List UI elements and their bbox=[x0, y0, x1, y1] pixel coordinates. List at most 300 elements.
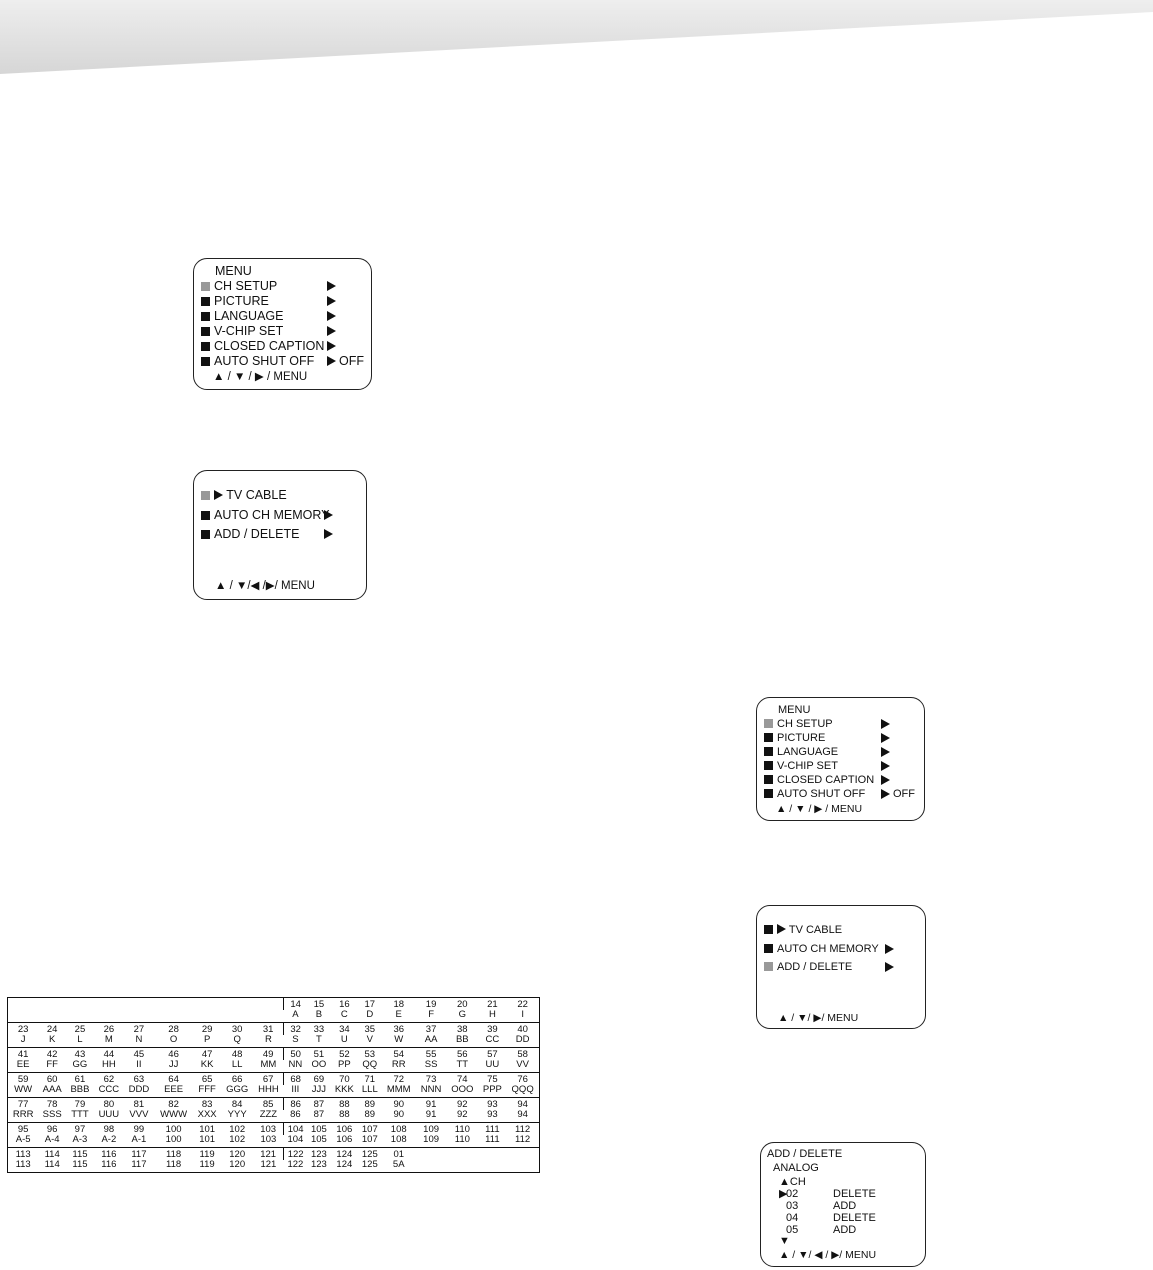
ch-setup-controls: ▲ / ▼/ ▶/ MENU bbox=[778, 1012, 859, 1024]
menu-controls: ▲ / ▼ / ▶ / MENU bbox=[776, 803, 863, 815]
channel-number: 87 bbox=[307, 1098, 330, 1111]
channel-number: 16 bbox=[330, 998, 358, 1011]
cable-channel: LL bbox=[231, 1059, 243, 1070]
cable-channel: U bbox=[340, 1034, 348, 1045]
channel-number: 76 bbox=[506, 1073, 539, 1086]
channel-number: 52 bbox=[330, 1048, 358, 1061]
channel-number: 25 bbox=[66, 1023, 94, 1036]
cable-channel: O bbox=[169, 1034, 178, 1045]
cable-channel: 110 bbox=[454, 1134, 470, 1145]
cable-channel: MM bbox=[260, 1059, 277, 1070]
cable-channel: 87 bbox=[313, 1109, 325, 1120]
channel-number: 74 bbox=[446, 1073, 478, 1086]
arrow-right-icon bbox=[881, 789, 890, 799]
cable-channel: 123 bbox=[310, 1159, 327, 1170]
cable-channel: 113 bbox=[15, 1159, 31, 1170]
channel-number: 122 bbox=[283, 1148, 307, 1161]
ch-up-label: ▲CH bbox=[779, 1176, 806, 1188]
cable-channel: 125 bbox=[361, 1159, 378, 1170]
cable-channel bbox=[221, 1010, 253, 1023]
channel-number: 96 bbox=[38, 1123, 66, 1136]
channel-number: 61 bbox=[66, 1073, 94, 1086]
auto-shut-off-value: OFF bbox=[893, 788, 915, 800]
channel-number: 116 bbox=[94, 1148, 124, 1161]
cable-channel bbox=[193, 1010, 221, 1023]
add-delete-row: 04 bbox=[786, 1212, 799, 1224]
channel-number: 82 bbox=[154, 1098, 193, 1111]
cable-channel bbox=[416, 1160, 446, 1173]
channel-number: 68 bbox=[283, 1073, 307, 1086]
cable-channel: 86 bbox=[290, 1109, 301, 1120]
channel-number: 86 bbox=[283, 1098, 307, 1111]
channel-number: 01 bbox=[381, 1148, 416, 1161]
cable-channel: V bbox=[366, 1034, 373, 1045]
cable-channel: P bbox=[203, 1034, 211, 1045]
cable-channel: KKK bbox=[334, 1084, 354, 1095]
ch-setup-screen bbox=[193, 470, 367, 600]
channel-number: 110 bbox=[446, 1123, 478, 1136]
menu-item-language: LANGUAGE bbox=[201, 309, 283, 324]
channel-number: 30 bbox=[221, 1023, 253, 1036]
cable-channel: F bbox=[428, 1009, 434, 1020]
cable-channel: 114 bbox=[44, 1159, 60, 1170]
channel-number: 18 bbox=[381, 998, 416, 1011]
cable-channel bbox=[253, 1010, 283, 1023]
cable-channel: TTT bbox=[71, 1109, 89, 1120]
channel-number: 58 bbox=[506, 1048, 539, 1061]
channel-number: 33 bbox=[307, 1023, 330, 1036]
cable-channel bbox=[38, 1010, 66, 1023]
cable-channel: BBB bbox=[70, 1084, 90, 1095]
cable-channel: YYY bbox=[227, 1109, 247, 1120]
cable-channel: UU bbox=[485, 1059, 500, 1070]
channel-number: 120 bbox=[221, 1148, 253, 1161]
menu-item-picture: PICTURE bbox=[201, 294, 269, 309]
cable-channel: Q bbox=[233, 1034, 241, 1045]
channel-number: 41 bbox=[8, 1048, 39, 1061]
ch-setup-controls: ▲ / ▼/◀ /▶/ MENU bbox=[215, 580, 315, 592]
add-delete-row: ADD / DELETE bbox=[201, 527, 299, 542]
channel-number: 31 bbox=[253, 1023, 283, 1036]
menu-item-vchip: V-CHIP SET bbox=[201, 324, 283, 339]
cable-channel: LLL bbox=[361, 1084, 378, 1095]
menu-controls: ▲ / ▼ / ▶ / MENU bbox=[213, 371, 308, 383]
channel-number: 104 bbox=[283, 1123, 307, 1136]
menu-item-language: LANGUAGE bbox=[764, 745, 838, 759]
cable-channel: 91 bbox=[425, 1109, 437, 1120]
cable-channel: N bbox=[135, 1034, 143, 1045]
cable-channel: VV bbox=[516, 1059, 529, 1070]
cable-channel: 100 bbox=[165, 1134, 182, 1145]
channel-number: 60 bbox=[38, 1073, 66, 1086]
channel-number bbox=[94, 998, 124, 1011]
channel-number bbox=[38, 998, 66, 1011]
arrow-right-icon bbox=[881, 761, 890, 771]
cable-channel: R bbox=[264, 1034, 272, 1045]
channel-number: 108 bbox=[381, 1123, 416, 1136]
channel-number: 102 bbox=[221, 1123, 253, 1136]
channel-number: 34 bbox=[330, 1023, 358, 1036]
cable-channel: VVV bbox=[129, 1109, 149, 1120]
channel-number: 64 bbox=[154, 1073, 193, 1086]
cable-channel bbox=[154, 1010, 193, 1023]
cable-channel: W bbox=[394, 1034, 404, 1045]
cable-channel bbox=[66, 1010, 94, 1023]
add-delete-row: ADD / DELETE bbox=[764, 960, 852, 974]
cable-channel: 109 bbox=[423, 1134, 440, 1145]
table-row bbox=[8, 1010, 540, 1023]
cable-channel: 106 bbox=[336, 1134, 353, 1145]
channel-number: 63 bbox=[124, 1073, 154, 1086]
cable-channel: 118 bbox=[166, 1159, 182, 1170]
channel-number: 56 bbox=[446, 1048, 478, 1061]
cable-channel: A-5 bbox=[15, 1134, 31, 1145]
channel-number: 14 bbox=[283, 998, 307, 1011]
channel-number: 103 bbox=[253, 1123, 283, 1136]
table-row bbox=[8, 1060, 540, 1073]
channel-number: 84 bbox=[221, 1098, 253, 1111]
channel-number: 38 bbox=[446, 1023, 478, 1036]
menu-item-auto-shut-off: AUTO SHUT OFF bbox=[201, 354, 314, 369]
arrow-right-icon bbox=[327, 326, 336, 336]
cable-channel: OO bbox=[311, 1059, 327, 1070]
channel-number: 121 bbox=[253, 1148, 283, 1161]
cable-channel: RRR bbox=[12, 1109, 34, 1120]
source-row: TV CABLE bbox=[201, 488, 287, 503]
add-delete-row: 03 bbox=[786, 1200, 799, 1212]
cable-channel: TT bbox=[456, 1059, 469, 1070]
table-row bbox=[8, 1110, 540, 1123]
ch-down-icon: ▼ bbox=[779, 1235, 790, 1247]
cable-channel: WWW bbox=[160, 1109, 188, 1120]
cable-channel: G bbox=[458, 1009, 466, 1020]
cable-channel: II bbox=[136, 1059, 142, 1070]
channel-number: 53 bbox=[358, 1048, 381, 1061]
channel-number: 59 bbox=[8, 1073, 39, 1086]
cable-channel: 92 bbox=[457, 1109, 468, 1120]
channel-number: 70 bbox=[330, 1073, 358, 1086]
add-delete-title: ADD / DELETE bbox=[767, 1148, 843, 1160]
channel-number: 83 bbox=[193, 1098, 221, 1111]
menu-item-auto-shut-off: AUTO SHUT OFF bbox=[764, 787, 865, 801]
channel-number: 125 bbox=[358, 1148, 381, 1161]
arrow-right-icon bbox=[327, 311, 336, 321]
channel-number: 78 bbox=[38, 1098, 66, 1111]
cable-channel: JJ bbox=[168, 1059, 179, 1070]
channel-number: 109 bbox=[416, 1123, 446, 1136]
channel-number: 111 bbox=[479, 1123, 507, 1136]
cable-channel: PP bbox=[338, 1059, 351, 1070]
arrow-right-icon bbox=[881, 775, 890, 785]
ch-setup-screen-2 bbox=[756, 905, 926, 1029]
channel-number: 91 bbox=[416, 1098, 446, 1111]
channel-number: 80 bbox=[94, 1098, 124, 1111]
add-delete-row: ▶02 bbox=[779, 1188, 799, 1200]
cable-channel: QQQ bbox=[511, 1084, 534, 1095]
cable-channel: 121 bbox=[260, 1159, 277, 1170]
cable-channel: FF bbox=[46, 1059, 58, 1070]
cable-channel: FFF bbox=[198, 1084, 216, 1095]
cable-channel: UUU bbox=[98, 1109, 120, 1120]
cable-channel: RR bbox=[391, 1059, 406, 1070]
channel-number bbox=[124, 998, 154, 1011]
cable-channel: A-2 bbox=[101, 1134, 117, 1145]
channel-number: 88 bbox=[330, 1098, 358, 1111]
menu-item-vchip: V-CHIP SET bbox=[764, 759, 838, 773]
channel-number: 23 bbox=[8, 1023, 39, 1036]
arrow-right-icon bbox=[881, 747, 890, 757]
channel-number: 47 bbox=[193, 1048, 221, 1061]
cable-channel: 111 bbox=[485, 1134, 500, 1145]
channel-number: 118 bbox=[154, 1148, 193, 1161]
add-delete-screen bbox=[760, 1142, 926, 1267]
cable-channel: EEE bbox=[164, 1084, 184, 1095]
cable-channel: GG bbox=[72, 1059, 88, 1070]
channel-number: 105 bbox=[307, 1123, 330, 1136]
channel-number: 69 bbox=[307, 1073, 330, 1086]
add-delete-row: 05 bbox=[786, 1224, 799, 1236]
channel-table bbox=[7, 997, 540, 1173]
cable-channel: CC bbox=[485, 1034, 500, 1045]
cable-channel: 116 bbox=[101, 1159, 117, 1170]
channel-number: 94 bbox=[506, 1098, 539, 1111]
channel-number: 119 bbox=[193, 1148, 221, 1161]
channel-number: 117 bbox=[124, 1148, 154, 1161]
channel-number: 72 bbox=[381, 1073, 416, 1086]
channel-number: 112 bbox=[506, 1123, 539, 1136]
channel-number bbox=[506, 1148, 539, 1161]
channel-number: 73 bbox=[416, 1073, 446, 1086]
channel-number: 97 bbox=[66, 1123, 94, 1136]
channel-number: 55 bbox=[416, 1048, 446, 1061]
cable-channel: K bbox=[49, 1034, 56, 1045]
add-delete-status: ADD bbox=[833, 1224, 857, 1236]
cable-channel: 93 bbox=[487, 1109, 498, 1120]
channel-number: 44 bbox=[94, 1048, 124, 1061]
channel-number: 19 bbox=[416, 998, 446, 1011]
channel-number: 45 bbox=[124, 1048, 154, 1061]
cable-channel: 115 bbox=[72, 1159, 88, 1170]
cable-channel: H bbox=[488, 1009, 496, 1020]
cable-channel: E bbox=[395, 1009, 402, 1020]
cable-channel bbox=[94, 1010, 124, 1023]
channel-number: 15 bbox=[307, 998, 330, 1011]
channel-number: 37 bbox=[416, 1023, 446, 1036]
arrow-right-icon bbox=[327, 281, 336, 291]
channel-number: 71 bbox=[358, 1073, 381, 1086]
channel-number bbox=[446, 1148, 478, 1161]
cable-channel bbox=[479, 1160, 507, 1173]
cable-channel: 108 bbox=[390, 1134, 407, 1145]
arrow-right-icon bbox=[324, 529, 333, 539]
channel-number: 100 bbox=[154, 1123, 193, 1136]
menu-title: MENU bbox=[215, 264, 252, 278]
channel-number: 17 bbox=[358, 998, 381, 1011]
cable-channel: 124 bbox=[336, 1159, 353, 1170]
header-banner bbox=[0, 0, 1153, 80]
channel-number bbox=[416, 1148, 446, 1161]
channel-number: 21 bbox=[479, 998, 507, 1011]
channel-number: 90 bbox=[381, 1098, 416, 1111]
channel-number: 99 bbox=[124, 1123, 154, 1136]
channel-number: 67 bbox=[253, 1073, 283, 1086]
cable-channel: DDD bbox=[128, 1084, 150, 1095]
arrow-right-icon bbox=[881, 733, 890, 743]
channel-number: 113 bbox=[8, 1148, 39, 1161]
arrow-right-icon bbox=[327, 341, 336, 351]
cable-channel bbox=[446, 1160, 478, 1173]
channel-number bbox=[253, 998, 283, 1011]
channel-number: 54 bbox=[381, 1048, 416, 1061]
cable-channel: MMM bbox=[386, 1084, 411, 1095]
cable-channel: EE bbox=[16, 1059, 30, 1070]
cable-channel: J bbox=[20, 1034, 26, 1045]
channel-number: 20 bbox=[446, 998, 478, 1011]
channel-number: 115 bbox=[66, 1148, 94, 1161]
channel-number bbox=[66, 998, 94, 1011]
channel-number: 43 bbox=[66, 1048, 94, 1061]
cable-channel: D bbox=[366, 1009, 374, 1020]
add-delete-status: ADD bbox=[833, 1200, 857, 1212]
cable-channel: GGG bbox=[226, 1084, 249, 1095]
channel-number: 101 bbox=[193, 1123, 221, 1136]
channel-number: 92 bbox=[446, 1098, 478, 1111]
channel-number: 27 bbox=[124, 1023, 154, 1036]
cable-channel: 120 bbox=[229, 1159, 246, 1170]
cable-channel: PPP bbox=[482, 1084, 502, 1095]
cable-channel bbox=[124, 1010, 154, 1023]
auto-ch-memory-row: AUTO CH MEMORY bbox=[764, 942, 879, 956]
cable-channel: 117 bbox=[131, 1159, 147, 1170]
menu-screen bbox=[193, 258, 372, 390]
channel-number: 114 bbox=[38, 1148, 66, 1161]
cable-channel: A-4 bbox=[44, 1134, 60, 1145]
arrow-right-icon bbox=[885, 944, 894, 954]
channel-number: 36 bbox=[381, 1023, 416, 1036]
cable-channel: S bbox=[292, 1034, 299, 1045]
arrow-right-icon bbox=[324, 510, 333, 520]
channel-number: 57 bbox=[479, 1048, 507, 1061]
cable-channel: 94 bbox=[517, 1109, 528, 1120]
channel-number: 89 bbox=[358, 1098, 381, 1111]
table-row bbox=[8, 1035, 540, 1048]
cable-channel: 103 bbox=[260, 1134, 277, 1145]
add-delete-status: DELETE bbox=[833, 1212, 876, 1224]
add-delete-controls: ▲ / ▼/ ◀ / ▶/ MENU bbox=[779, 1249, 877, 1261]
arrow-right-icon bbox=[777, 924, 786, 934]
channel-number: 85 bbox=[253, 1098, 283, 1111]
cable-channel: HHH bbox=[258, 1084, 279, 1095]
add-delete-subtitle: ANALOG bbox=[773, 1162, 819, 1174]
source-row: TV CABLE bbox=[764, 923, 842, 937]
cable-channel: SSS bbox=[42, 1109, 62, 1120]
channel-number: 79 bbox=[66, 1098, 94, 1111]
channel-number bbox=[154, 998, 193, 1011]
cable-channel: 122 bbox=[287, 1159, 304, 1170]
cable-channel: CCC bbox=[98, 1084, 120, 1095]
channel-number: 123 bbox=[307, 1148, 330, 1161]
menu-item-closed-caption: CLOSED CAPTION bbox=[764, 773, 874, 787]
cable-channel: 90 bbox=[393, 1109, 405, 1120]
channel-number: 93 bbox=[479, 1098, 507, 1111]
arrow-right-icon bbox=[327, 296, 336, 306]
cable-channel: A-3 bbox=[72, 1134, 88, 1145]
channel-number: 26 bbox=[94, 1023, 124, 1036]
channel-number: 49 bbox=[253, 1048, 283, 1061]
channel-number: 65 bbox=[193, 1073, 221, 1086]
cable-channel: III bbox=[291, 1084, 300, 1095]
cable-channel: T bbox=[315, 1034, 322, 1045]
cable-channel: SS bbox=[424, 1059, 438, 1070]
channel-number: 81 bbox=[124, 1098, 154, 1111]
cable-channel: 107 bbox=[361, 1134, 378, 1145]
cable-channel: M bbox=[104, 1034, 113, 1045]
cable-channel: XXX bbox=[197, 1109, 217, 1120]
cable-channel: C bbox=[340, 1009, 348, 1020]
channel-number: 22 bbox=[506, 998, 539, 1011]
channel-number: 29 bbox=[193, 1023, 221, 1036]
channel-number: 46 bbox=[154, 1048, 193, 1061]
channel-number: 95 bbox=[8, 1123, 39, 1136]
cable-channel: AAA bbox=[42, 1084, 62, 1095]
cable-channel: WW bbox=[14, 1084, 33, 1095]
cable-channel: 119 bbox=[199, 1159, 215, 1170]
channel-number: 42 bbox=[38, 1048, 66, 1061]
cable-channel: A-1 bbox=[131, 1134, 147, 1145]
channel-number: 24 bbox=[38, 1023, 66, 1036]
cable-channel: NNN bbox=[420, 1084, 442, 1095]
cable-channel: OOO bbox=[451, 1084, 474, 1095]
channel-number bbox=[193, 998, 221, 1011]
channel-number bbox=[8, 998, 39, 1011]
cable-channel: 102 bbox=[229, 1134, 246, 1145]
channel-number: 124 bbox=[330, 1148, 358, 1161]
channel-number: 50 bbox=[283, 1048, 307, 1061]
channel-number: 32 bbox=[283, 1023, 307, 1036]
cable-channel: 105 bbox=[310, 1134, 327, 1145]
menu-title: MENU bbox=[778, 704, 811, 716]
cable-channel bbox=[8, 1010, 39, 1023]
channel-number bbox=[479, 1148, 507, 1161]
auto-shut-off-value: OFF bbox=[339, 354, 364, 368]
cable-channel: BB bbox=[455, 1034, 469, 1045]
cable-channel: JJJ bbox=[311, 1084, 327, 1095]
channel-number: 75 bbox=[479, 1073, 507, 1086]
channel-number: 66 bbox=[221, 1073, 253, 1086]
cable-channel bbox=[506, 1160, 539, 1173]
cable-channel: QQ bbox=[362, 1059, 378, 1070]
cable-channel: 101 bbox=[199, 1134, 216, 1145]
cable-channel: 104 bbox=[287, 1134, 304, 1145]
table-row bbox=[8, 1085, 540, 1098]
cable-channel: L bbox=[77, 1034, 83, 1045]
menu-item-ch-setup: CH SETUP bbox=[764, 717, 833, 731]
cable-channel: B bbox=[315, 1009, 323, 1020]
cable-channel: NN bbox=[288, 1059, 303, 1070]
cable-channel: 89 bbox=[364, 1109, 376, 1120]
arrow-right-icon bbox=[881, 719, 890, 729]
menu-item-ch-setup: CH SETUP bbox=[201, 279, 277, 294]
cable-channel: 112 bbox=[515, 1134, 531, 1145]
menu-screen-2 bbox=[756, 697, 925, 821]
channel-number: 35 bbox=[358, 1023, 381, 1036]
channel-number: 77 bbox=[8, 1098, 39, 1111]
channel-number: 107 bbox=[358, 1123, 381, 1136]
channel-number: 62 bbox=[94, 1073, 124, 1086]
cable-channel: ZZZ bbox=[259, 1109, 278, 1120]
cable-channel: AA bbox=[424, 1034, 438, 1045]
cable-channel: I bbox=[521, 1009, 524, 1020]
